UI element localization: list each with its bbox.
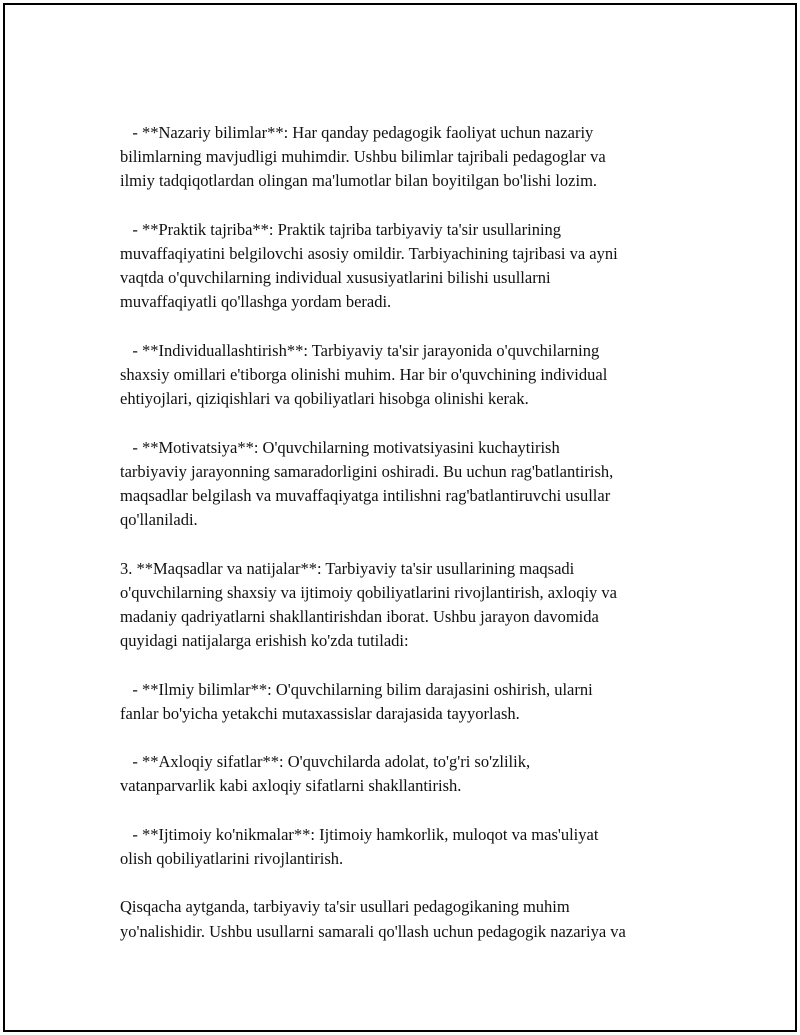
paragraph-ijtimoiy-konikmalar: - **Ijtimoiy ko'nikmalar**: Ijtimoiy hamkorlik, muloqot va mas'uliyat olish qobiliyatlarini rivojlantirish.: [120, 824, 599, 868]
paragraph-ilmiy-bilimlar: - **Ilmiy bilimlar**: O'quvchilarning bilim darajasini oshirish, ularni fanlar bo'yicha yetakchi mutaxassislar darajasida tayyorlash.: [120, 679, 593, 723]
document-page: [3, 3, 797, 1032]
document-body: [120, 121, 695, 968]
paragraph-praktik-tajriba: - **Praktik tajriba**: Praktik tajriba tarbiyaviy ta'sir usullarining muvaffaqiyatini belgilovchi asosiy omildir. Tarbiyachining tajribasi va ayni vaqtda o'quvchilarning individual xususiyatlarini bilishi usullarni muvaffaqiyatli qo'llashga yordam beradi.: [120, 219, 618, 312]
paragraph-motivatsiya: - **Motivatsiya**: O'quvchilarning motivatsiyasini kuchaytirish tarbiyaviy jarayonning samaradorligini oshiradi. Bu uchun rag'batlantirish, maqsadlar belgilash va muvaffaqiyatga intilishni rag'batlantiruvchi usullar qo'llaniladi.: [120, 437, 614, 530]
paragraph-individuallashtirish: - **Individuallashtirish**: Tarbiyaviy ta'sir jarayonida o'quvchilarning shaxsiy omillari e'tiborga olinishi muhim. Har bir o'quvchining individual ehtiyojlari, qiziqishlari va qobiliyatlari hisobga olinishi kerak.: [120, 340, 608, 409]
paragraph-qisqacha: Qisqacha aytganda, tarbiyaviy ta'sir usullari pedagogikaning muhim yo'nalishidir. Ushbu usullarni samarali qo'llash uchun pedagogik nazariya va: [120, 897, 626, 941]
paragraph-maqsadlar-va-natijalar: 3. **Maqsadlar va natijalar**: Tarbiyaviy ta'sir usullarining maqsadi o'quvchilarning shaxsiy va ijtimoiy qobiliyatlarini rivojlantirish, axloqiy va madaniy qadriyatlarni shakllantirishdan iborat. Ushbu jarayon davomida quyidagi natijalarga erishish ko'zda tutiladi:: [120, 558, 617, 651]
paragraph-nazariy-bilimlar: - **Nazariy bilimlar**: Har qanday pedagogik faoliyat uchun nazariy bilimlarning mavjudligi muhimdir. Ushbu bilimlar tajribali pedagoglar va ilmiy tadqiqotlardan olingan ma'lumotlar bilan boyitilgan bo'lishi lozim.: [120, 123, 606, 191]
paragraph-axloqiy-sifatlar: - **Axloqiy sifatlar**: O'quvchilarda adolat, to'g'ri so'zlilik, vatanparvarlik kabi axloqiy sifatlarni shakllantirish.: [120, 752, 531, 796]
